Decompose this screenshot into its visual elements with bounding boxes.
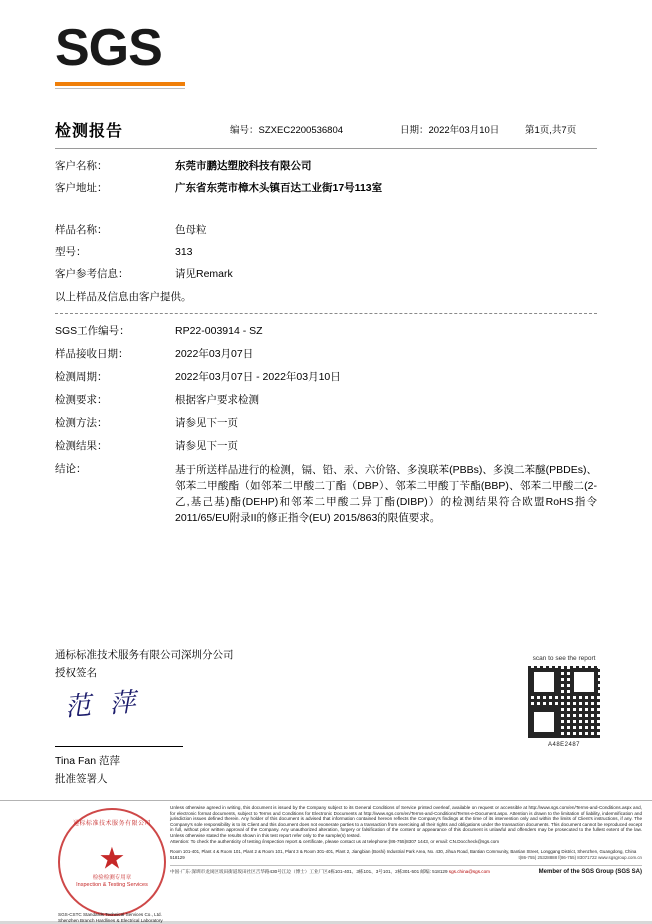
report-date-label: 日期： [400, 125, 429, 136]
qr-caption: scan to see the report [532, 655, 596, 662]
page-title: 检测报告 [55, 123, 124, 140]
sgs-logo-block [55, 20, 597, 90]
report-number-value: SZXEC2200536804 [258, 125, 344, 136]
field-job-number [55, 324, 597, 339]
footer [0, 800, 652, 881]
field-value: 色母粒 [175, 224, 207, 236]
signatory-name: Tina Fan 范萍 [55, 755, 120, 767]
footer-inner [0, 805, 652, 881]
field-customer-reference [55, 267, 597, 282]
title-row [55, 118, 597, 142]
logo-orange-bar [55, 82, 185, 86]
field-value: 请见Remark [175, 268, 233, 280]
lab-name-line2: Shenzhen Branch Hardlines & Electrical Laboratory [58, 918, 163, 923]
field-test-requirement [55, 393, 597, 408]
field-label: 结论： [55, 463, 87, 475]
field-value: 请参见下一页 [175, 440, 238, 452]
footer-bottom [170, 865, 642, 881]
signature-block [55, 646, 597, 798]
signatory-role: 批准签署人 [55, 773, 108, 785]
stamp-inner-line2: Inspection & Testing Services [76, 881, 148, 888]
address-cn: 中国·广东·深圳市龙岗区坂田街道坂田社区吉华路430号江边（博士）工业厂区4栋101-401、3栋101、3号101、2栋301-501 邮编: 518129 [170, 868, 448, 874]
field-customer-address [55, 181, 597, 196]
report-number [230, 122, 343, 136]
logo-grey-bar [55, 88, 185, 89]
address-en [170, 849, 642, 860]
field-label: 样品名称： [55, 224, 108, 236]
section-divider [55, 313, 597, 314]
field-received-date [55, 347, 597, 362]
field-customer-name [55, 159, 597, 174]
field-label: 样品接收日期： [55, 348, 129, 360]
field-value: 2022年03月07日 - 2022年03月10日 [175, 371, 341, 383]
stamp-inner-line1: 检验检测专用章 [92, 874, 132, 881]
signature-area [55, 688, 597, 798]
stamp-company-text: 通标标准技术服务有限公司 [72, 821, 151, 827]
field-value: 广东省东莞市樟木头镇百达工业街17号113室 [175, 182, 383, 194]
report-date-value: 2022年03月10日 [428, 125, 500, 136]
field-label: SGS工作编号： [55, 325, 130, 337]
field-label: 检测方法： [55, 417, 108, 429]
qr-corner-icon [530, 708, 558, 736]
test-info [55, 324, 597, 526]
field-value: 东莞市鹏达塑胶科技有限公司 [175, 160, 312, 172]
qr-code-icon[interactable] [526, 664, 602, 740]
report-number-label: 编号： [230, 125, 259, 136]
field-test-method [55, 416, 597, 431]
field-label: 检测结果： [55, 440, 108, 452]
sgs-logo-text: SGS [55, 19, 162, 77]
sample-info [55, 223, 597, 304]
signature-line [55, 746, 183, 747]
legal-text: Unless otherwise agreed in writing, this document is issued by the Company subject to its General Conditions of Service printed overleaf, available on request or accessible at http://www.sgs.com/en/Terms-and-Conditions.aspx and, for electronic format documents, subject to Terms and Conditions for Electronic Documents at http://www.sgs.com/en/Terms-and-Conditions/Terms-e-Document.aspx. Attention is drawn to the limitation of liability, indemnification and jurisdiction issues defined therein. Any holder of this document is advised that information contained hereon reflects the Company's findings at the time of its intervention only and within the limits of Client's instructions, if any. The Company's sole responsibility is to its Client and this document does not exonerate parties to a transaction from exercising all their rights and obligations under the transaction documents. This document cannot be reproduced except in full, without prior written approval of the Company. Any unauthorized alteration, forgery or falsification of the content or appearance of this document is unlawful and offenders may be prosecuted to the fullest extent of the law. Unless otherwise stated the results shown in this test report refer only to the sample(s) tested. [170, 805, 642, 838]
lab-name [58, 912, 176, 924]
lab-name-line1: SGS-CSTC Standards Technical Services Co., Ltd. [58, 912, 162, 917]
field-value: 根据客户要求检测 [175, 394, 259, 406]
star-icon: ★ [98, 842, 126, 876]
conclusion-text: 基于所送样品进行的检测，镉、铅、汞、六价铬、多溴联苯(PBBs)、多溴二苯醚(PBDEs)、邻苯二甲酸酯（如邻苯二甲酸二丁酯（DBP）、邻苯二甲酸丁苄酯(BBP)、邻苯二甲酸二(2-乙,基己基)酯(DEHP)和邻苯二甲酸二异丁酯(DIBP)）的检测结果符合欧盟RoHS指令2011/65/EU附录II的修正指令(EU) 2015/863的限值要求。 [175, 464, 597, 524]
page-indicator: 第1页,共7页 [525, 125, 577, 136]
report-date [400, 122, 499, 136]
field-value: 313 [175, 246, 193, 258]
field-conclusion [55, 462, 597, 526]
handwritten-signature: 范 萍 [64, 687, 143, 722]
field-test-result [55, 439, 597, 454]
qr-code-id: A48E2487 [547, 742, 581, 748]
report-body [55, 20, 597, 798]
address-contact: t(86-755) 25328888 f(86-755) 83071722 www.sgsgroup.com.cn [518, 854, 642, 860]
field-value: 请参见下一页 [175, 417, 238, 429]
qr-block [521, 655, 607, 748]
address-en-text: Room 101-401, Plant 4 & Room 101, Plant 2 & Room 101, Plant 3 & Room 301-401, Plant 2, Jiangbian (Boshi) Industrial Park Area, No. 430, Jihua Road, Bantian Community, Bantian Street, Longgang District, Shenzhen, Guangdong, China 518129 [170, 849, 637, 860]
field-value: RP22-003914 - SZ [175, 325, 263, 337]
field-sample-model [55, 245, 597, 260]
field-label: 型号： [55, 246, 87, 258]
attention-text: Attention: To check the authenticity of testing /inspection report & certificate, please contact us at telephone:(86-755)8307 1443, or email: CN.Doccheck@sgs.com [170, 838, 500, 844]
sample-note: 以上样品及信息由客户提供。 [55, 291, 192, 303]
signing-company: 通标标准技术服务有限公司深圳分公司 [55, 649, 234, 661]
sgs-member-text: Member of the SGS Group (SGS SA) [538, 868, 642, 875]
field-label: 客户参考信息： [55, 268, 129, 280]
field-value: 2022年03月07日 [175, 348, 254, 360]
field-label: 检测要求： [55, 394, 108, 406]
contact-email: sgs.china@sgs.com [448, 868, 490, 874]
field-label: 客户地址： [55, 182, 108, 194]
field-label: 客户名称： [55, 160, 108, 172]
field-label: 检测周期： [55, 371, 108, 383]
field-sample-name [55, 223, 597, 238]
header-divider [55, 148, 597, 149]
authorized-signature-label: 授权签名 [55, 667, 97, 679]
customer-info [55, 159, 597, 196]
field-test-period [55, 370, 597, 385]
